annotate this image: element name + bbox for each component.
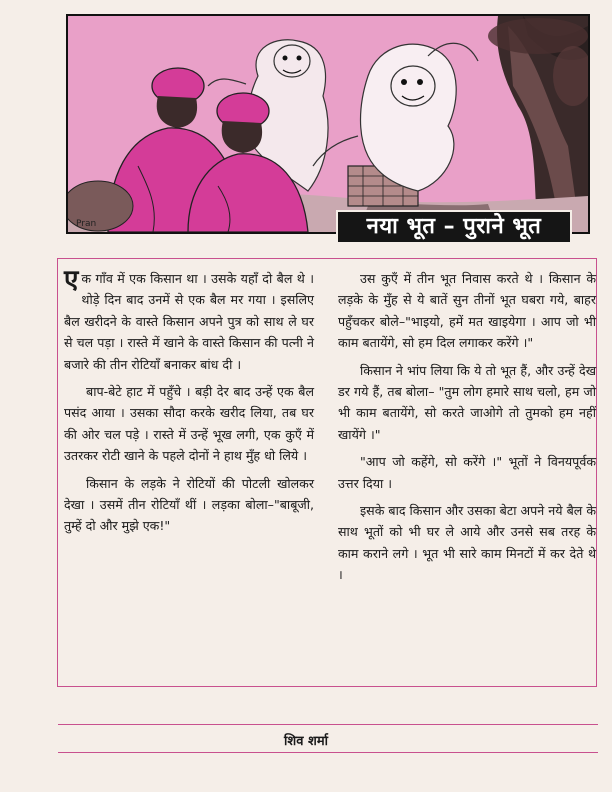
author-name: शिव शर्मा	[284, 734, 328, 749]
story-illustration	[66, 14, 590, 234]
paragraph: इसके बाद किसान और उसका बेटा अपने नये बैल के साथ भूतों को भी घर ले आये और उनसे सब तरह के काम कराने लगे । भूत भी सारे काम मिनटों में कर देते थे ।	[338, 503, 596, 583]
right-column	[338, 268, 596, 592]
paragraph: किसान ने भांप लिया कि ये तो भूत हैं, और उन्हें देख डर गये हैं, तब बोला– "तुम लोग हमारे साथ चलो, हम जो भी काम बतायेंगे, सो करते जाओगे तो तुमको हम नहीं खायेंगे ।"	[338, 362, 596, 442]
ghosts-farmers-scene	[68, 16, 588, 232]
paragraph: किसान के लड़के ने रोटियों की पोटली खोलकर देखा । उसमें तीन रोटियाँ थीं । लड़का बोला–"बाबूजी, तुम्हें दो और मुझे एक!"	[64, 475, 314, 534]
left-column	[64, 265, 314, 543]
footer-divider-bottom	[58, 752, 598, 753]
footer-divider-top	[58, 724, 598, 725]
story-title: नया भूत – पुराने भूत	[336, 210, 572, 244]
paragraph: "आप जो कहेंगे, सो करेंगे ।" भूतों ने विनयपूर्वक उत्तर दिया ।	[338, 454, 596, 491]
paragraph: उस कुएँ में तीन भूत निवास करते थे । किसान के लड़के के मुँह से ये बातें सुन तीनों भूत घबरा गये, बाहर पहुँचकर बोले–"भाइयो, हमें मत खाइयेगा । आप जो भी काम बतायेंगे, सो हम दिल लगाकर करेंगे ।"	[338, 271, 596, 351]
paragraph: बाप-बेटे हाट में पहुँचे । बड़ी देर बाद उन्हें एक बैल पसंद आया । उसका सौदा करके खरीद लिया, तब घर की ओर चल पड़े । रास्ते में उन्हें भूख लगी, एक कुएँ में उतरकर रोटी खाने के पहले दोनों ने हाथ मुँह धो लिये ।	[64, 384, 314, 464]
artist-signature: Pran	[76, 219, 97, 229]
paragraph: एक गाँव में एक किसान था । उसके यहाँ दो बैल थे । थोड़े दिन बाद उनमें से एक बैल मर गया । इसलिए बैल खरीदने के वास्ते किसान अपने पुत्र को साथ ले घर से चल पड़ा । रास्ते में खाने के वास्ते किसान की पत्नी ने बजारे की तीन रोटियाँ बनाकर बांध दी ।	[64, 265, 314, 372]
